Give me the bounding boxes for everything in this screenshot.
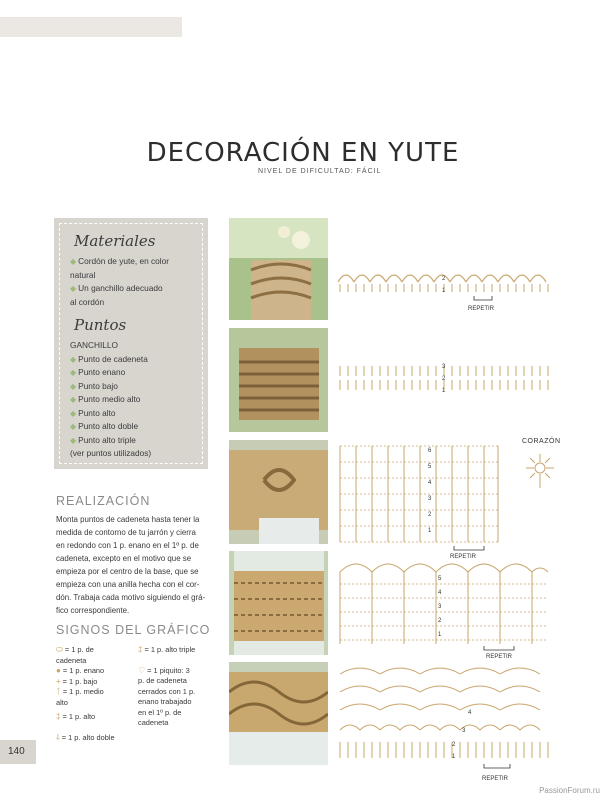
- bullet-icon: ◆: [70, 368, 77, 377]
- page-number: 140: [8, 746, 25, 757]
- repetir-label: REPETIR: [450, 554, 477, 560]
- materials-box: [54, 218, 208, 469]
- row-number: 1: [442, 288, 446, 294]
- repeat-bracket: [484, 646, 514, 650]
- chart-4-grid: [336, 556, 552, 662]
- bullet-icon: ◆: [70, 422, 77, 431]
- bullet-icon: ◆: [70, 408, 77, 418]
- grid-columns: [340, 446, 498, 542]
- puntos-item: ◆ Punto alto triple: [70, 434, 136, 445]
- bullet-icon: ◆: [70, 354, 77, 364]
- row-number: 2: [442, 276, 446, 282]
- treble-symbol-icon: ⸸: [56, 732, 60, 742]
- legend-item: cerrados con 1 p.: [138, 686, 196, 696]
- wave-rows: [340, 668, 540, 730]
- ganchillo-label: GANCHILLO: [70, 340, 118, 350]
- puntos-item: ◆ Punto bajo: [70, 380, 118, 391]
- chart-2-stitches: [336, 360, 552, 396]
- row-number: 6: [428, 448, 432, 454]
- row-number: 4: [468, 710, 472, 716]
- photo-jar-3: [229, 440, 328, 544]
- materiales-list: [70, 255, 200, 309]
- chart-3-grid: [336, 442, 502, 560]
- puntos-item: ◆ Punto alto: [70, 407, 116, 418]
- legend-item: ‡ = 1 p. alto: [56, 712, 96, 721]
- legend-right: [138, 645, 214, 729]
- materiales-item: natural: [70, 269, 96, 280]
- materiales-item: al cordón: [70, 296, 105, 307]
- triple-treble-symbol-icon: ‡: [138, 645, 143, 654]
- materiales-heading: Materiales: [74, 232, 156, 250]
- puntos-note: (ver puntos utilizados): [70, 448, 152, 458]
- photo-jar-5: [229, 662, 328, 765]
- puntos-item: ◆ Punto enano: [70, 367, 126, 377]
- row-number: 2: [438, 618, 442, 624]
- row-number: 3: [438, 604, 442, 610]
- legend-item: alto: [56, 697, 68, 707]
- difficulty-level: NIVEL DE DIFICULTAD: FÁCIL: [258, 168, 382, 175]
- materiales-item: ◆ Un ganchillo adecuado: [70, 283, 163, 293]
- corazon-motif: [522, 450, 558, 490]
- row-number: 4: [428, 480, 432, 486]
- repeat-bracket: [454, 546, 484, 550]
- row-number: 3: [428, 496, 432, 502]
- legend-item: ⬭ = 1 p. de: [56, 645, 94, 654]
- legend-left: [56, 645, 136, 743]
- top-band: [0, 17, 182, 37]
- row-number: 3: [462, 728, 466, 734]
- row-number: 1: [438, 632, 442, 638]
- photo-jar-2: [229, 328, 328, 432]
- bullet-icon: ◆: [70, 435, 77, 445]
- puntos-item: ◆ Punto alto doble: [70, 421, 139, 431]
- legend-item: + = 1 p. bajo: [56, 676, 98, 686]
- legend-item: ♡ = 1 piquito: 3: [138, 665, 190, 675]
- bullet-icon: ◆: [70, 257, 77, 266]
- grid-columns: [340, 572, 532, 644]
- realizacion-text: Monta puntos de cadeneta hasta tener la medida de contorno de tu jarrón y cierra en redondo con 1 p. enano en el 1º p. de cadeneta, excepto en el motivo que se empieza por el centro de la base, que se empieza con una anilla hecha con el cor- dón. Trabaja cada motivo siguiendo el grá- fico correspondiente.: [56, 515, 206, 615]
- row-number: 1: [442, 388, 446, 394]
- materiales-item: ◆ Cordón de yute, en color: [70, 256, 170, 266]
- row-number: 4: [438, 590, 442, 596]
- realizacion-heading: REALIZACIÓN: [56, 494, 151, 508]
- repetir-label: REPETIR: [482, 776, 509, 782]
- double-crochet-symbol-icon: ‡: [56, 712, 61, 721]
- picot-symbol-icon: ♡: [138, 665, 146, 675]
- row-number: 2: [442, 376, 446, 382]
- puntos-item: ◆ Punto de cadeneta: [70, 353, 148, 364]
- signos-heading: SIGNOS DEL GRÁFICO: [56, 623, 211, 637]
- row-number: 1: [452, 754, 456, 760]
- arch-top: [340, 564, 548, 572]
- legend-item: cadeneta: [138, 718, 169, 727]
- row-number: 1: [428, 528, 432, 534]
- bullet-icon: ◆: [70, 395, 77, 404]
- chart-5-waves: [336, 662, 552, 784]
- bullet-icon: ◆: [70, 284, 77, 293]
- repetir-label: REPETIR: [468, 306, 495, 312]
- puntos-list: [70, 339, 200, 461]
- legend-item: ᛏ = 1 p. medio: [56, 687, 104, 696]
- watermark: PassionForum.ru: [539, 786, 600, 795]
- corazon-label: CORAZÓN: [522, 438, 561, 445]
- legend-item: ● = 1 p. enano: [56, 666, 105, 675]
- row-number: 5: [438, 576, 442, 582]
- row-number: 2: [428, 512, 432, 518]
- half-double-symbol-icon: ᛏ: [56, 687, 61, 696]
- stitch-row: [340, 742, 548, 758]
- page-title: DECORACIÓN EN YUTE: [146, 138, 460, 168]
- chart-1-arches: [336, 262, 552, 314]
- legend-item: ⸸ = 1 p. alto doble: [56, 732, 115, 742]
- puntos-heading: Puntos: [74, 316, 127, 334]
- legend-item: enano trabajado: [138, 697, 192, 706]
- repetir-label: REPETIR: [486, 654, 513, 660]
- repeat-bracket: [484, 764, 510, 768]
- photo-jar-1: [229, 218, 328, 320]
- legend-item: ‡ = 1 p. alto triple: [138, 645, 196, 654]
- grid-rows: [340, 446, 498, 542]
- chain-symbol-icon: ⬭: [56, 645, 63, 654]
- legend-item: en el 1º p. de: [138, 707, 182, 717]
- puntos-item: ◆ Punto medio alto: [70, 394, 141, 404]
- legend-item: p. de cadeneta: [138, 676, 187, 685]
- photo-jar-4: [229, 551, 328, 655]
- legend-spacer: [56, 723, 136, 733]
- row-number: 2: [452, 742, 456, 748]
- repeat-bracket: [474, 296, 492, 300]
- bullet-icon: ◆: [70, 381, 77, 391]
- slip-stitch-symbol-icon: ●: [56, 666, 61, 675]
- legend-item: cadeneta: [56, 655, 87, 665]
- single-crochet-symbol-icon: +: [56, 676, 61, 686]
- row-number: 3: [442, 364, 446, 370]
- legend-spacer: [138, 656, 214, 666]
- row-number: 5: [428, 464, 432, 470]
- grid-rows: [340, 584, 548, 640]
